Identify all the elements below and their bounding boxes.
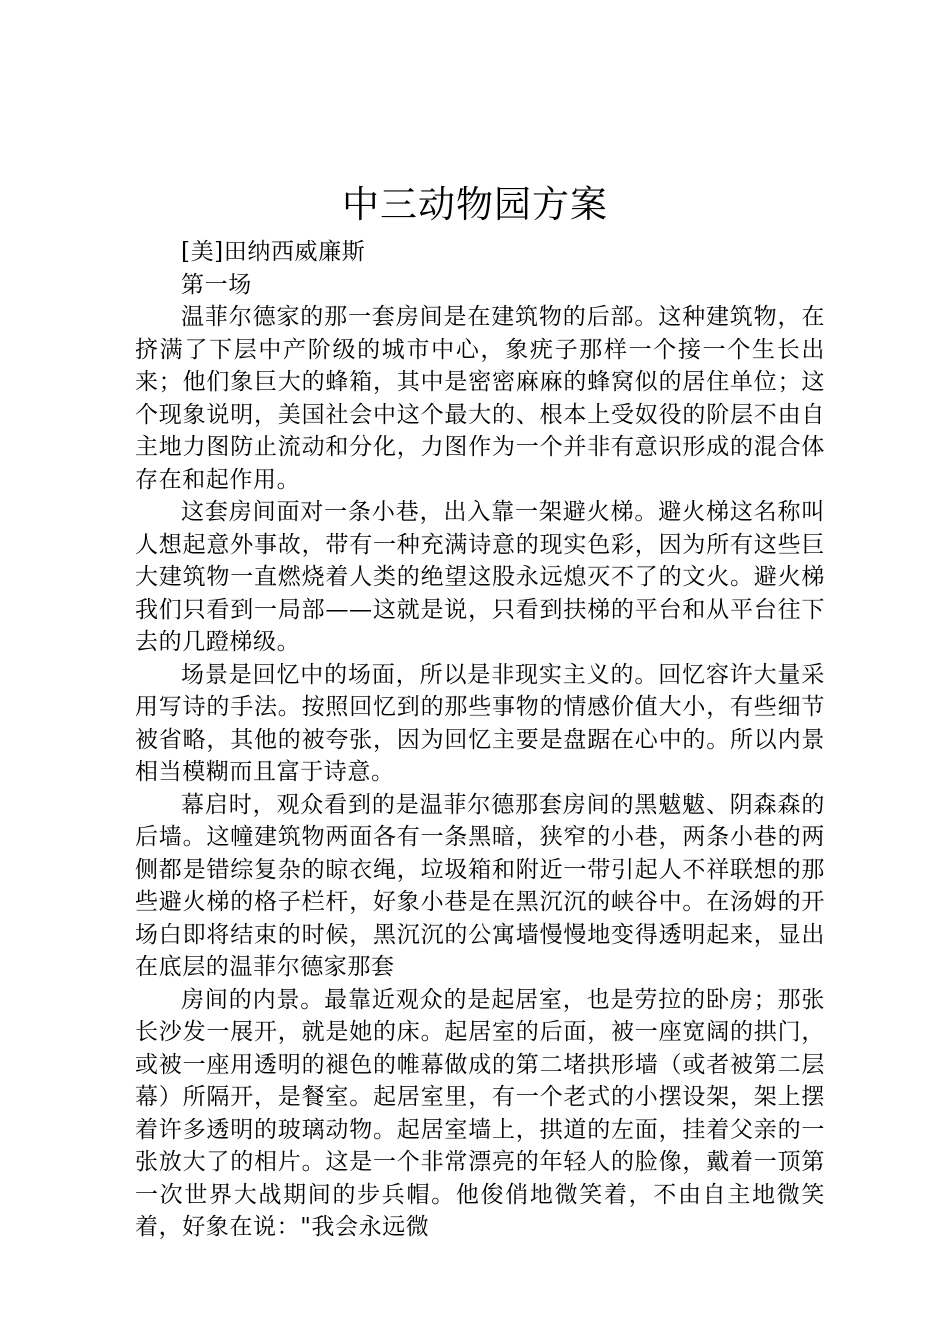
paragraph: 房间的内景。最靠近观众的是起居室，也是劳拉的卧房；那张长沙发一展开，就是她的床。起居室的后面，被一座宽阔的拱门，或被一座用透明的褪色的帷幕做成的第二堵拱形墙（或者被第二层幕）所隔开，是餐室。起居室里，有一个老式的小摆设架，架上摆着许多透明的玻璃动物。起居室墙上，拱道的左面，挂着父亲的一张放大了的相片。这是一个非常漂亮的年轻人的脸像，戴着一顶第一次世界大战期间的步兵帽。他俊俏地微笑着，不由自主地微笑着，好象在说："我会永远微 (135, 986, 825, 1240)
paragraph: 场景是回忆中的场面，所以是非现实主义的。回忆容许大量采用写诗的手法。按照回忆到的那些事物的情感价值大小，有些细节被省略，其他的被夸张，因为回忆主要是盘踞在心中的。所以内景相当模糊而且富于诗意。 (135, 661, 825, 785)
document-body (135, 236, 825, 1244)
author-line: [美]田纳西威廉斯 (181, 239, 366, 265)
scene-heading: 第一场 (181, 271, 252, 298)
document-title: 中三动物园方案 (342, 183, 608, 226)
paragraph: 这套房间面对一条小巷，出入靠一架避火梯。避火梯这名称叫人想起意外事故，带有一种充满诗意的现实色彩，因为所有这些巨大建筑物一直燃烧着人类的绝望这股永远熄灭不了的文火。避火梯我们只看到一局部——这就是说，只看到扶梯的平台和从平台往下去的几蹬梯级。 (135, 499, 825, 655)
paragraph: 幕启时，观众看到的是温菲尔德那套房间的黑魃魃、阴森森的后墙。这幢建筑物两面各有一条黑暗，狭窄的小巷，两条小巷的两侧都是错综复杂的晾衣绳，垃圾箱和附近一带引起人不祥联想的那些避火梯的格子栏杆，好象小巷是在黑沉沉的峡谷中。在汤姆的开场白即将结束的时候，黑沉沉的公寓墙慢慢地变得透明起来，显出在底层的温菲尔德家那套 (135, 791, 825, 980)
paragraph: 温菲尔德家的那一套房间是在建筑物的后部。这种建筑物，在挤满了下层中产阶级的城市中心，象疣子那样一个接一个生长出来；他们象巨大的蜂箱，其中是密密麻麻的蜂窝似的居住单位；这个现象说明，美国社会中这个最大的、根本上受奴役的阶层不由自主地力图防止流动和分化，力图作为一个并非有意识形成的混合体存在和起作用。 (135, 304, 825, 493)
